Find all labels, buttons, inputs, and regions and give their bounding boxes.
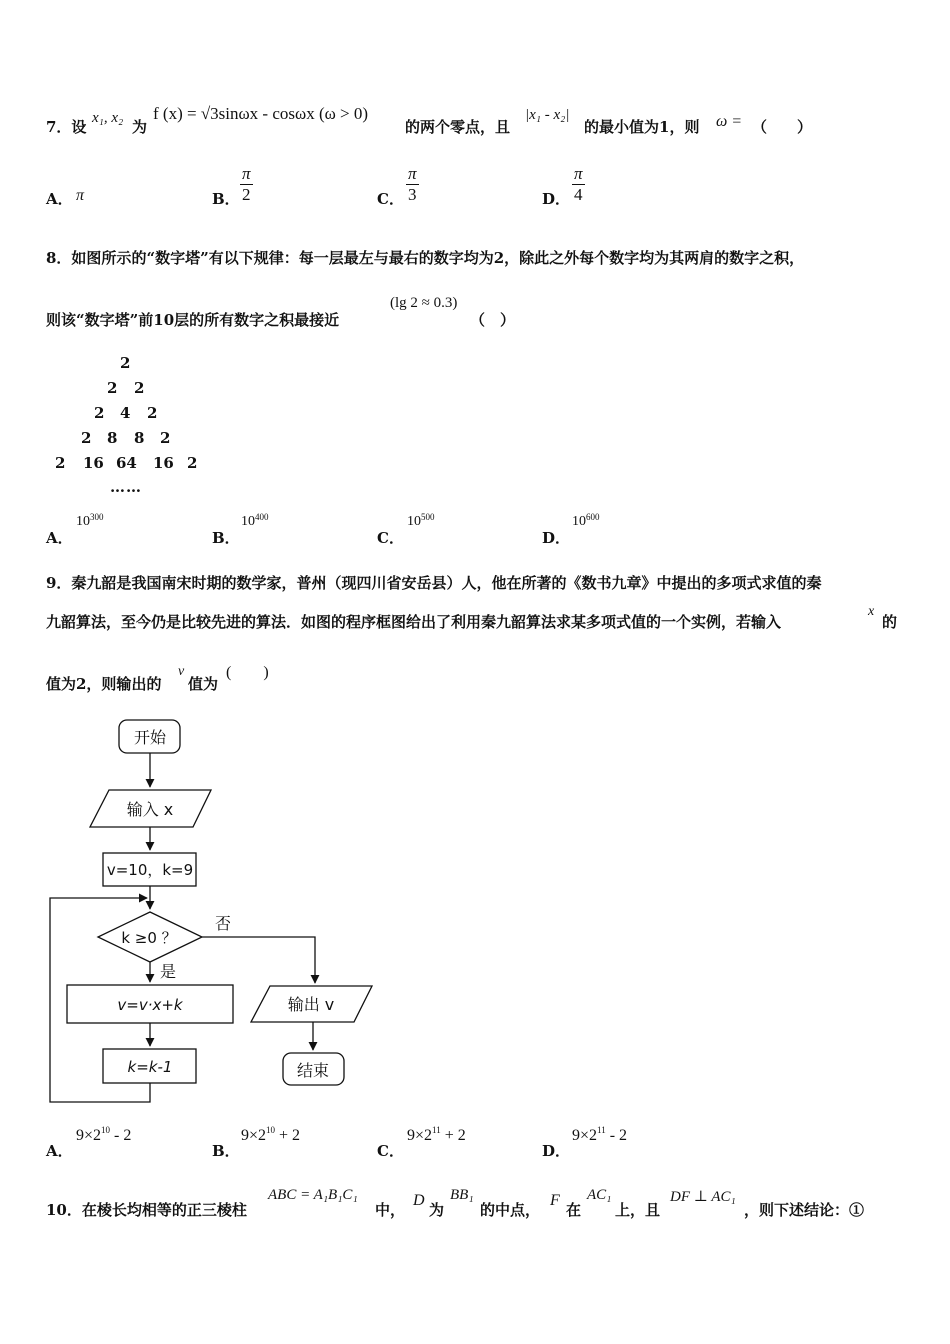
tower-r1-c1: 2 xyxy=(120,354,131,372)
q7-function: f (x) = √3sinωx - cosωx (ω > 0) xyxy=(153,104,369,123)
q8-option-d-label: D． xyxy=(542,529,571,547)
flow-output-text: 输出 v xyxy=(287,995,335,1014)
tower-r3-c1: 2 xyxy=(94,404,105,422)
q10-prism: ABC = A₁B₁C₁ xyxy=(268,1187,358,1203)
q10-shang: 上，且 xyxy=(615,1201,661,1219)
q7-option-a-value: π xyxy=(76,187,85,204)
q9-paren: ( ) xyxy=(226,664,269,681)
q8-option-d-exp: 600 xyxy=(586,512,600,522)
q9-line1: 9．秦九韶是我国南宋时期的数学家，普州（现四川省安岳县）人，他在所著的《数书九章》中提出的多项式求值的秦 xyxy=(46,574,822,592)
q7-option-b-den: 2 xyxy=(242,185,251,204)
q7-wei: 为 xyxy=(132,118,148,136)
q8-hint: (lg 2 ≈ 0.3) xyxy=(390,295,458,311)
q9-line2: 九韶算法，至今仍是比较先进的算法．如图的程序框图给出了利用秦九韶算法求某多项式值的一个实例，若输入 xyxy=(46,613,782,631)
q10-conclusion: ，则下述结论：① xyxy=(744,1201,865,1219)
q7-zeros: x₁, x₂ xyxy=(92,110,124,126)
flow-start-text: 开始 xyxy=(133,728,167,747)
q9-option-a-value xyxy=(76,1127,131,1145)
q9-option-b-exp: 10 xyxy=(266,1125,276,1135)
q9-option-b-rest: + 2 xyxy=(275,1127,301,1144)
tower-r5-c5: 2 xyxy=(187,454,198,472)
q7-tail-text: 的最小值为1，则 xyxy=(584,118,700,136)
q8-line1: 8．如图所示的“数字塔”有以下规律：每一层最左与最右的数字均为2，除此之外每个数字均为其两肩的数字之积， xyxy=(46,249,805,267)
q10-AC1: AC₁ xyxy=(587,1187,612,1203)
q9-option-c-label: C． xyxy=(377,1142,404,1160)
q9-option-c-base: 9×2 xyxy=(407,1127,433,1144)
q9-line3-start: 值为2，则输出的 xyxy=(46,675,162,693)
q7-option-c-label: C． xyxy=(377,190,404,208)
q9-v: v xyxy=(178,664,185,679)
flow-input-text: 输入 x xyxy=(126,800,174,819)
q7-paren: （ ） xyxy=(752,118,813,136)
tower-r5-c1: 2 xyxy=(55,454,66,472)
q8-option-c-exp: 500 xyxy=(421,512,435,522)
q9-option-c-rest: + 2 xyxy=(440,1127,466,1144)
q9-x: x xyxy=(868,604,875,619)
q9-option-d-base: 9×2 xyxy=(572,1127,598,1144)
tower-r4-c4: 2 xyxy=(160,429,171,447)
tower-r2-c1: 2 xyxy=(107,379,118,397)
tower-r5-c3: 64 xyxy=(116,454,137,472)
q8-option-c-base: 10 xyxy=(407,514,421,529)
tower-r4-c2: 8 xyxy=(107,429,118,447)
flow-init-text: v=10，k=9 xyxy=(106,861,194,879)
q9-option-d-value xyxy=(572,1127,627,1145)
q8-option-d-base: 10 xyxy=(572,514,586,529)
q7-option-d-label: D． xyxy=(542,190,571,208)
tower-r5-c4: 16 xyxy=(153,454,174,472)
q10-midpoint: 的中点， xyxy=(480,1201,541,1219)
q8-option-b-base: 10 xyxy=(241,514,255,529)
q7-option-c-num: π xyxy=(408,164,417,183)
q8-option-c-label: C． xyxy=(377,529,404,547)
q7-option-d-num: π xyxy=(574,164,583,183)
flow-yes-label: 是 xyxy=(159,962,177,981)
q9-option-a-rest: - 2 xyxy=(110,1127,132,1144)
q7-option-d-den: 4 xyxy=(574,185,583,204)
tower-r4-c3: 8 xyxy=(134,429,145,447)
tower-r4-c1: 2 xyxy=(81,429,92,447)
flow-end-text: 结束 xyxy=(296,1061,330,1080)
q10-perp: DF ⊥ AC₁ xyxy=(670,1189,736,1205)
q9-option-c-exp: 11 xyxy=(432,1125,441,1135)
q9-option-d-exp: 11 xyxy=(597,1125,606,1135)
flow-no-label: 否 xyxy=(214,914,232,933)
q9-option-a-exp: 10 xyxy=(101,1125,111,1135)
q8-option-b-label: B． xyxy=(212,529,240,547)
q8-option-a-label: A． xyxy=(46,529,73,547)
q7-option-c-den: 3 xyxy=(408,185,417,204)
q9-option-b-base: 9×2 xyxy=(241,1127,267,1144)
q10-wei: 为 xyxy=(429,1201,445,1219)
q8-option-b-exp: 400 xyxy=(255,512,269,522)
tower-r3-c2: 4 xyxy=(120,404,131,422)
q10-D: D xyxy=(413,1192,425,1209)
tower-r3-c3: 2 xyxy=(147,404,158,422)
q10-zhong: 中， xyxy=(375,1201,406,1219)
q9-line3-end: 值为 xyxy=(188,675,219,693)
tower-r2-c2: 2 xyxy=(134,379,145,397)
tower-ellipsis: …… xyxy=(110,478,142,496)
q10-F: F xyxy=(550,1192,560,1209)
q7-option-b-label: B． xyxy=(212,190,240,208)
q8-line2: 则该“数字塔”前10层的所有数字之积最接近 xyxy=(46,311,340,329)
q9-option-c-value xyxy=(407,1127,466,1145)
q8-option-a-base: 10 xyxy=(76,514,90,529)
q7-mid-text: 的两个零点，且 xyxy=(405,118,511,136)
q9-option-b-label: B． xyxy=(212,1142,240,1160)
tower-r5-c2: 16 xyxy=(83,454,104,472)
q8-paren: （ ） xyxy=(470,311,516,329)
q9-option-b-value xyxy=(241,1127,300,1145)
q9-option-d-label: D． xyxy=(542,1142,571,1160)
q10-zai: 在 xyxy=(566,1201,582,1219)
q9-de: 的 xyxy=(882,613,898,631)
q7-number: 7．设 xyxy=(46,118,87,136)
flow-update-text: v=v·x+k xyxy=(117,996,183,1014)
q9-option-d-rest: - 2 xyxy=(605,1127,628,1144)
flow-dec-text: k=k-1 xyxy=(127,1058,173,1076)
q7-option-a-label: A． xyxy=(46,190,73,208)
q7-abs-diff: |x₁ - x₂| xyxy=(525,107,570,123)
q9-option-a-base: 9×2 xyxy=(76,1127,102,1144)
q10-start: 10．在棱长均相等的正三棱柱 xyxy=(46,1201,247,1219)
flow-cond-text: k ≥0 ？ xyxy=(121,929,177,947)
q10-BB1: BB₁ xyxy=(450,1187,474,1203)
q9-option-a-label: A． xyxy=(46,1142,73,1160)
q8-option-a-exp: 300 xyxy=(90,512,104,522)
q7-option-b-num: π xyxy=(242,164,251,183)
q7-omega: ω = xyxy=(716,113,743,130)
